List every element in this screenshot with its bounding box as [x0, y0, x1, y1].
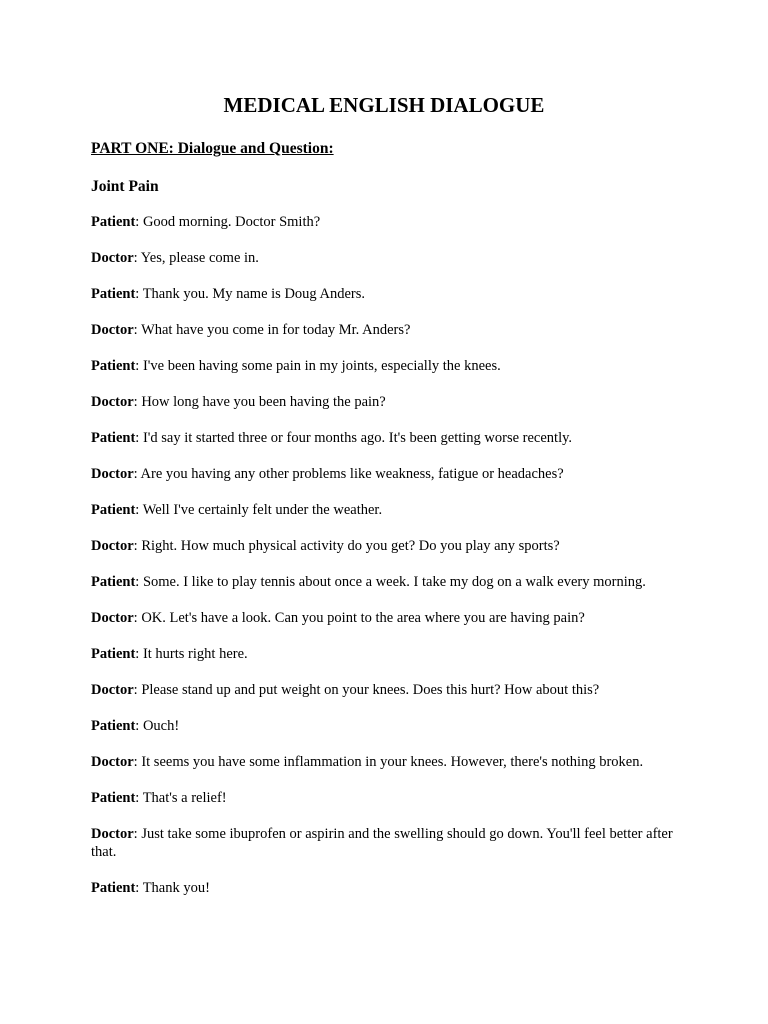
speaker-label: Doctor — [91, 682, 134, 698]
dialogue-line — [91, 249, 681, 267]
dialogue-line — [91, 717, 681, 735]
speaker-label: Patient — [91, 430, 136, 446]
speaker-label: Doctor — [91, 754, 134, 770]
speaker-label: Doctor — [91, 466, 134, 482]
speaker-label: Doctor — [91, 538, 134, 554]
line-text: : What have you come in for today Mr. Anders? — [133, 322, 411, 338]
dialogue-line — [91, 357, 681, 375]
line-text: : Well I've certainly felt under the weather. — [135, 502, 383, 518]
speaker-label: Patient — [91, 286, 136, 302]
speaker-label: Patient — [91, 574, 136, 590]
dialogue-line — [91, 537, 681, 555]
speaker-label: Patient — [91, 502, 136, 518]
line-text: : How long have you been having the pain? — [133, 394, 386, 410]
speaker-label: Doctor — [91, 610, 134, 626]
dialogue-list — [91, 213, 681, 915]
line-text: : Right. How much physical activity do you get? Do you play any sports? — [133, 538, 560, 554]
document-title: MEDICAL ENGLISH DIALOGUE — [223, 93, 545, 117]
dialogue-line — [91, 573, 681, 591]
speaker-label: Patient — [91, 718, 136, 734]
speaker-label: Patient — [91, 880, 136, 896]
dialogue-line — [91, 645, 681, 663]
line-text: : Yes, please come in. — [133, 250, 259, 266]
dialogue-line — [91, 879, 681, 897]
dialogue-line — [91, 285, 681, 303]
line-text: : Thank you! — [135, 880, 210, 896]
line-text: : I've been having some pain in my joints, especially the knees. — [135, 358, 501, 374]
section-heading: Joint Pain — [91, 178, 159, 195]
dialogue-line — [91, 789, 681, 807]
speaker-label: Patient — [91, 790, 136, 806]
line-text: : It seems you have some inflammation in your knees. However, there's nothing broken. — [133, 754, 644, 770]
dialogue-line — [91, 393, 681, 411]
speaker-label: Patient — [91, 214, 136, 230]
speaker-label: Patient — [91, 358, 136, 374]
line-text: : Are you having any other problems like weakness, fatigue or headaches? — [133, 466, 564, 482]
speaker-label: Doctor — [91, 322, 134, 338]
speaker-label: Doctor — [91, 826, 134, 842]
line-text: : Ouch! — [135, 718, 180, 734]
dialogue-line — [91, 465, 681, 483]
dialogue-line — [91, 753, 681, 771]
line-text: : Just take some ibuprofen or aspirin and the swelling should go down. You'll feel better after that. — [91, 826, 673, 860]
part-heading: PART ONE: Dialogue and Question: — [91, 140, 334, 157]
line-text: : Good morning. Doctor Smith? — [135, 214, 321, 230]
line-text: : It hurts right here. — [135, 646, 248, 662]
dialogue-line — [91, 213, 681, 231]
dialogue-line — [91, 501, 681, 519]
speaker-label: Doctor — [91, 250, 134, 266]
dialogue-line — [91, 321, 681, 339]
speaker-label: Patient — [91, 646, 136, 662]
line-text: : Some. I like to play tennis about once a week. I take my dog on a walk every morning. — [135, 574, 646, 590]
line-text: : OK. Let's have a look. Can you point to the area where you are having pain? — [133, 610, 585, 626]
line-text: : Please stand up and put weight on your knees. Does this hurt? How about this? — [133, 682, 600, 698]
line-text: : That's a relief! — [135, 790, 227, 806]
dialogue-line — [91, 429, 681, 447]
speaker-label: Doctor — [91, 394, 134, 410]
line-text: : Thank you. My name is Doug Anders. — [135, 286, 365, 302]
dialogue-line — [91, 681, 681, 699]
dialogue-line — [91, 609, 681, 627]
dialogue-line — [91, 825, 681, 861]
line-text: : I'd say it started three or four months ago. It's been getting worse recently. — [135, 430, 573, 446]
